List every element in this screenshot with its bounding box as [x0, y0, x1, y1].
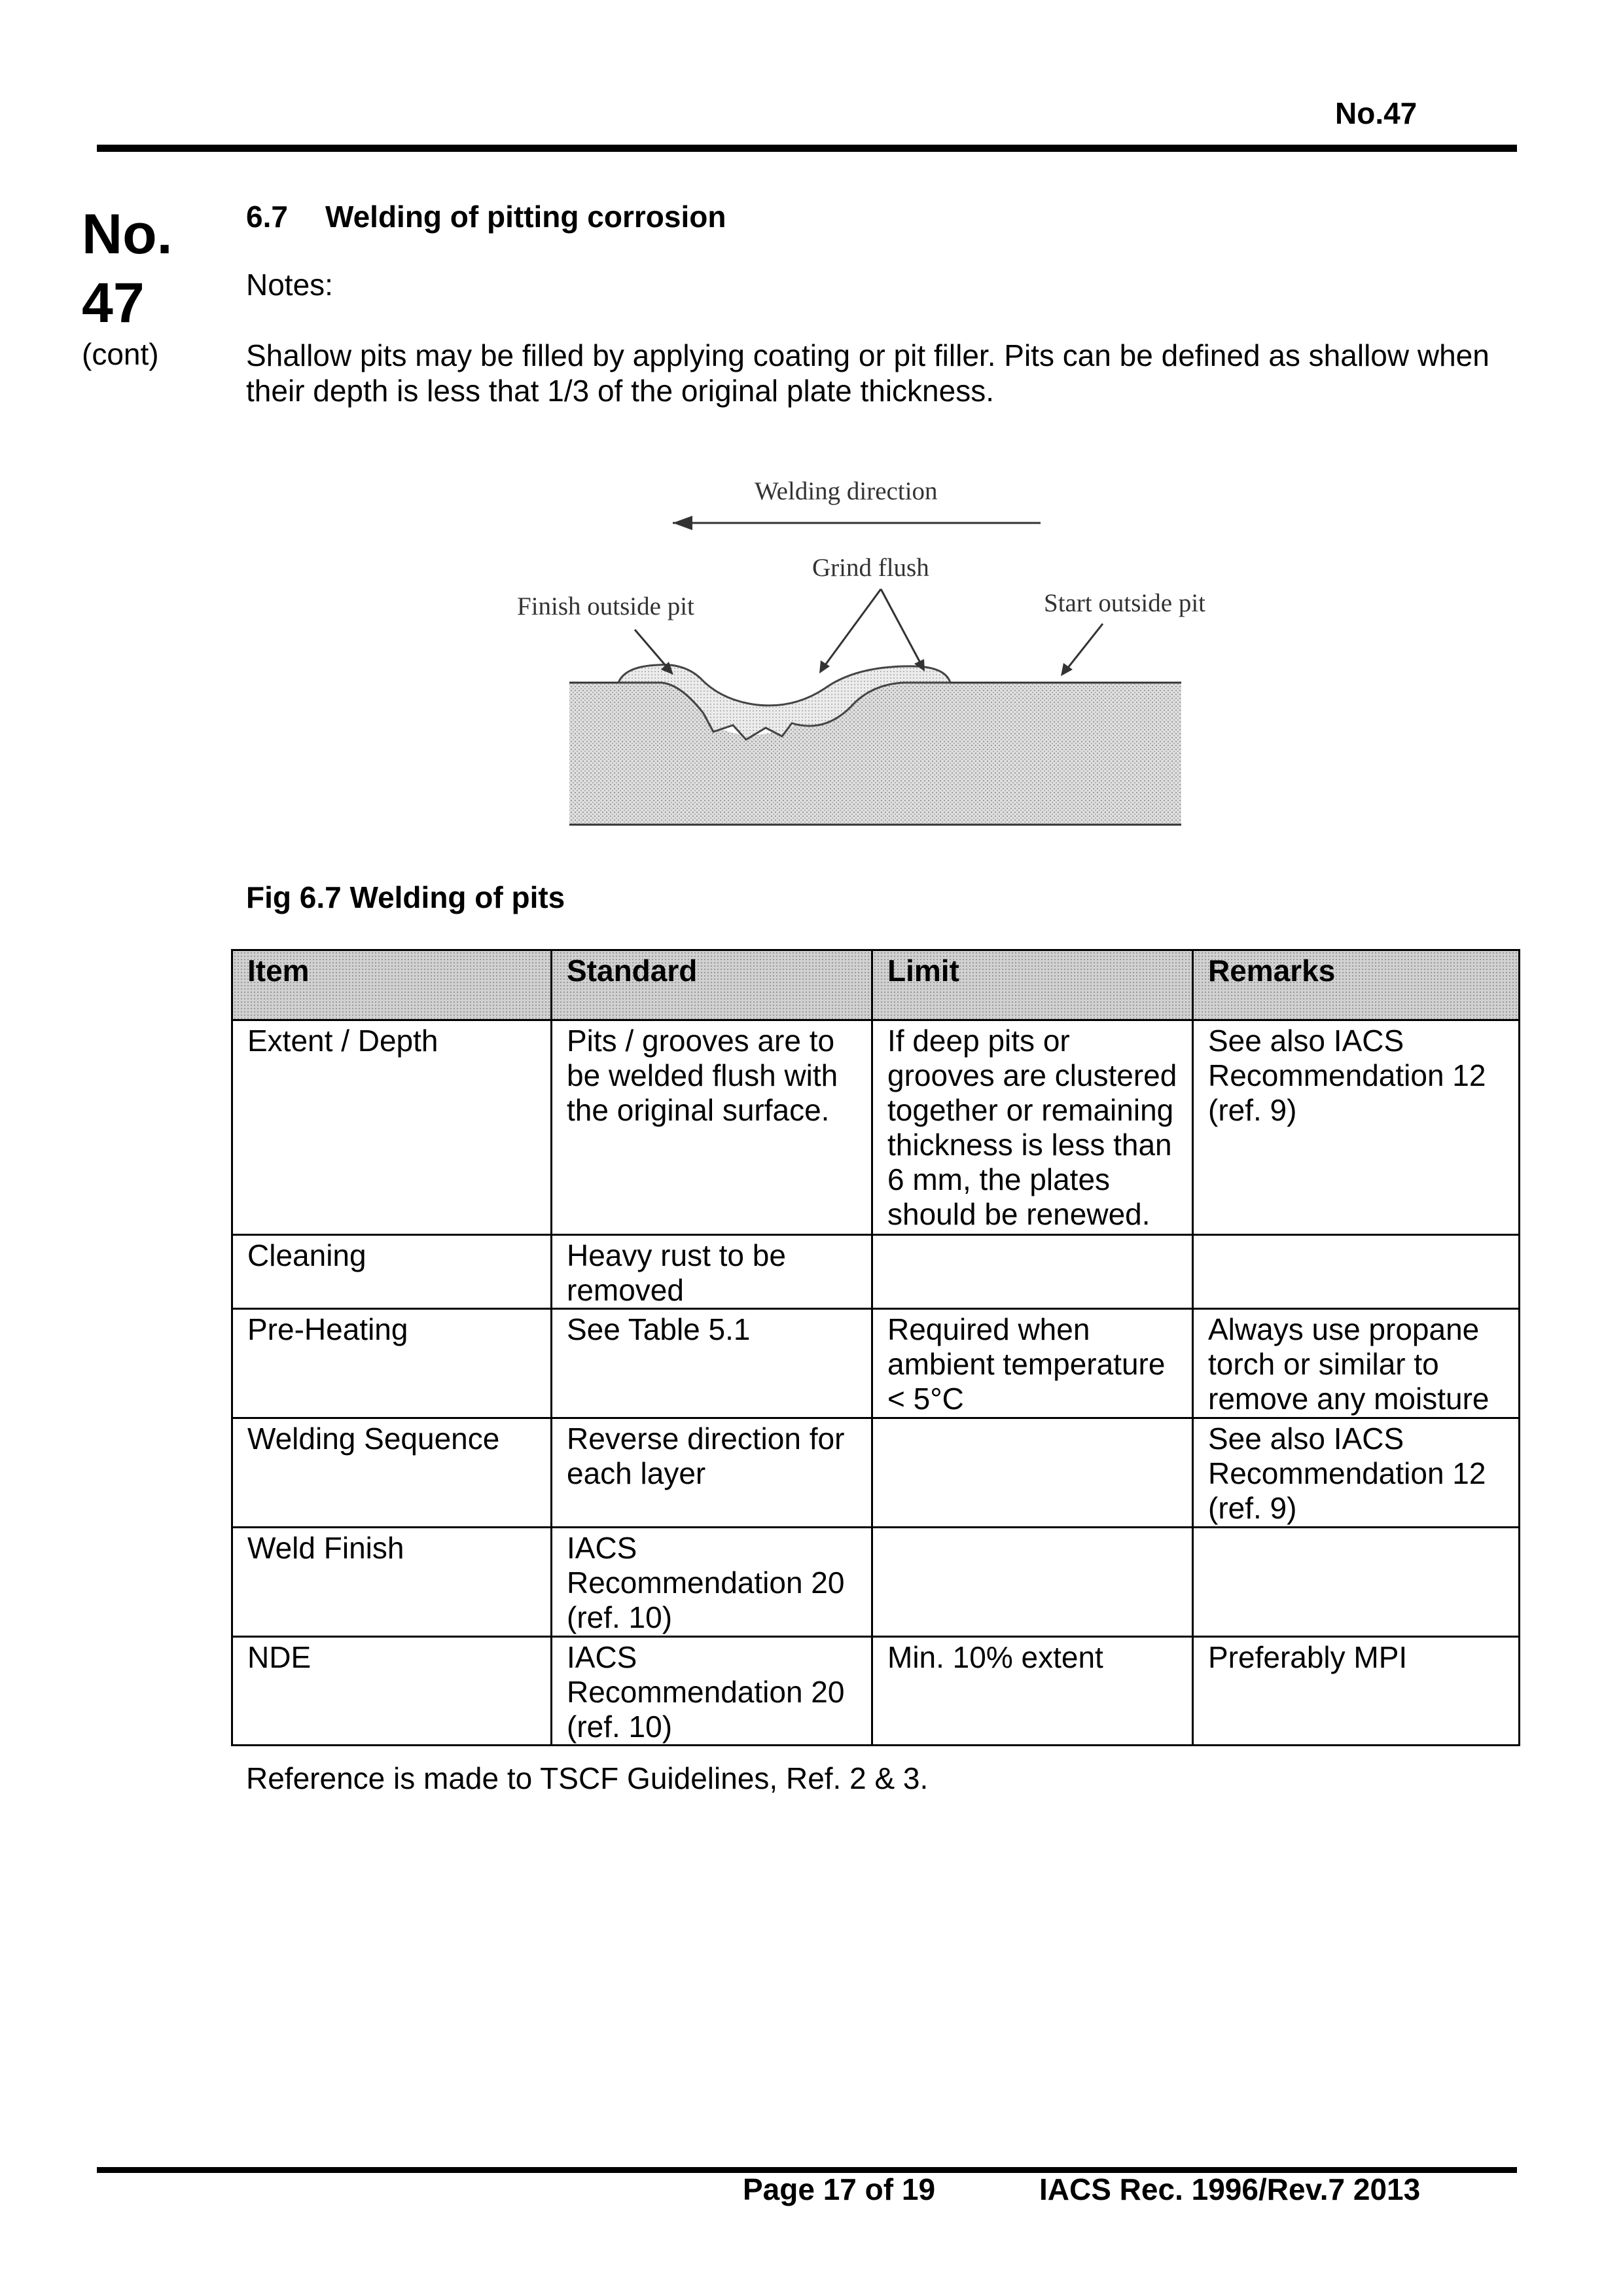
header-doc-number: No.47 [1335, 96, 1418, 130]
section-number: 6.7 [246, 200, 288, 234]
cell-standard: Heavy rust to be removed [552, 1235, 872, 1309]
cell-remarks [1193, 1528, 1520, 1637]
table-row [232, 1235, 1520, 1309]
cell-standard: See Table 5.1 [552, 1309, 872, 1418]
cell-item: Extent / Depth [232, 1020, 552, 1235]
header-rule [97, 145, 1517, 152]
grind-pointer-left [823, 589, 881, 668]
cell-remarks: See also IACS Recommendation 12 (ref. 9) [1193, 1020, 1520, 1235]
cell-remarks: Always use propane torch or similar to remove any moisture [1193, 1309, 1520, 1418]
side-label-number: 47 [82, 272, 145, 334]
cell-standard: IACS Recommendation 20 (ref. 10) [552, 1637, 872, 1746]
table-row [232, 1637, 1520, 1746]
cell-remarks: See also IACS Recommendation 12 (ref. 9) [1193, 1418, 1520, 1528]
cell-standard: Reverse direction for each layer [552, 1418, 872, 1528]
cell-limit [872, 1235, 1193, 1309]
cell-standard: IACS Recommendation 20 (ref. 10) [552, 1528, 872, 1637]
table-row [232, 1418, 1520, 1528]
grind-pointer-right [881, 589, 921, 665]
footer-page-number: Page 17 of 19 [743, 2172, 936, 2206]
footer-document-id: IACS Rec. 1996/Rev.7 2013 [1039, 2172, 1421, 2206]
cell-limit: Required when ambient temperature < 5°C [872, 1309, 1193, 1418]
start-outside-pit-label: Start outside pit [1044, 589, 1205, 617]
welding-direction-label: Welding direction [755, 477, 938, 505]
welding-of-pits-table [231, 949, 1520, 1746]
cell-limit [872, 1528, 1193, 1637]
cell-remarks [1193, 1235, 1520, 1309]
welding-pits-figure [484, 458, 1257, 838]
cell-standard: Pits / grooves are to be welded flush with the original surface. [552, 1020, 872, 1235]
table-row [232, 1528, 1520, 1637]
table-row [232, 1020, 1520, 1235]
header-remarks: Remarks [1193, 950, 1520, 1020]
cell-limit [872, 1418, 1193, 1528]
cell-limit: If deep pits or grooves are clustered together or remaining thickness is less than 6 mm, the plates should be renewed. [872, 1020, 1193, 1235]
cell-limit: Min. 10% extent [872, 1637, 1193, 1746]
table-row [232, 1309, 1520, 1418]
cell-item: Pre-Heating [232, 1309, 552, 1418]
cell-item: Weld Finish [232, 1528, 552, 1637]
grind-flush-label: Grind flush [812, 554, 929, 582]
side-label-no: No. [82, 203, 173, 266]
base-plate [569, 683, 1181, 825]
cell-item: Welding Sequence [232, 1418, 552, 1528]
cell-item: Cleaning [232, 1235, 552, 1309]
reference-note: Reference is made to TSCF Guidelines, Ref. 2 & 3. [246, 1761, 929, 1795]
header-item: Item [232, 950, 552, 1020]
notes-label: Notes: [246, 268, 333, 302]
cell-remarks: Preferably MPI [1193, 1637, 1520, 1746]
header-limit: Limit [872, 950, 1193, 1020]
notes-paragraph: Shallow pits may be filled by applying coating or pit filler. Pits can be defined as shallow when their depth is less that 1/3 of the original plate thickness. [246, 338, 1489, 408]
finish-outside-pit-label: Finish outside pit [517, 592, 694, 620]
figure-caption: Fig 6.7 Welding of pits [246, 880, 565, 914]
section-title: Welding of pitting corrosion [325, 200, 726, 234]
arrowhead-icon [673, 516, 692, 530]
header-standard: Standard [552, 950, 872, 1020]
side-label-cont: (cont) [82, 337, 159, 371]
start-pointer [1065, 624, 1103, 671]
cell-item: NDE [232, 1637, 552, 1746]
table-header-row [232, 950, 1520, 1020]
